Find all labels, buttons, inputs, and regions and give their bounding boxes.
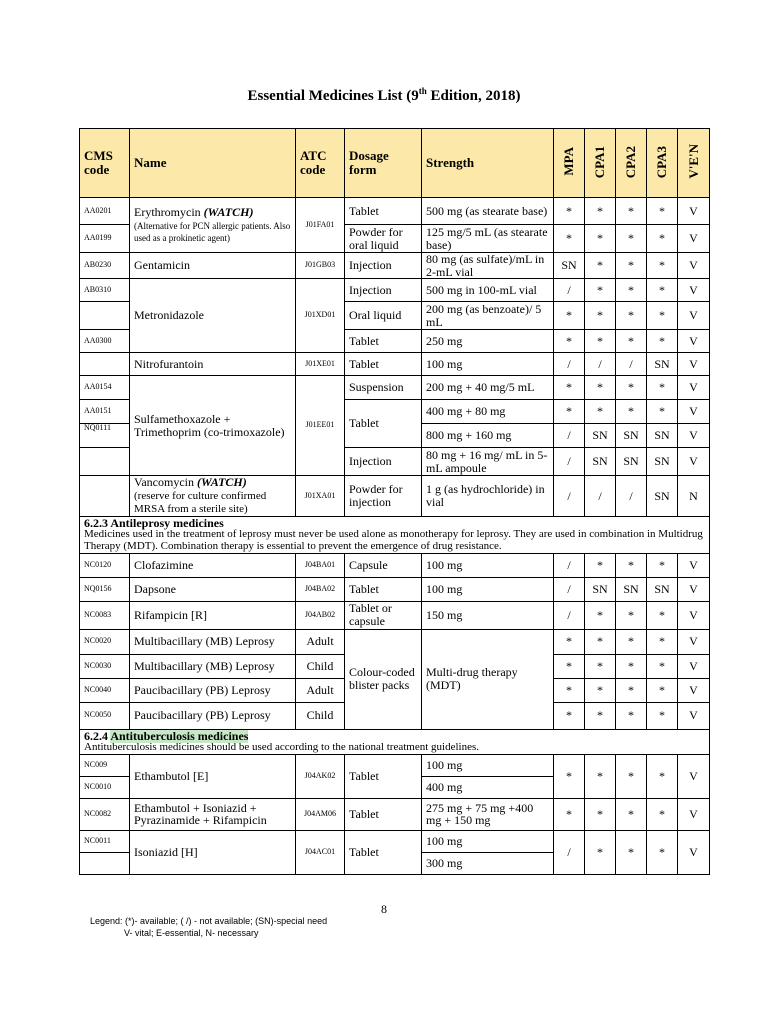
table-row: NC0020 Multibacillary (MB) Leprosy Adult Colour-coded blister packs Multi-drug therapy (MDT) * * * * V [80, 629, 710, 654]
drug-name: Erythromycin (WATCH) (Alternative for PCN allergic patients. Also used as a prokinetic agent) [130, 198, 296, 253]
section-title: 6.2.4 Antituberculosis medicines [84, 729, 249, 743]
table-row: NC0010 400 mg [80, 776, 710, 798]
legend-line-1: Legend: (*)- available; ( /) - not available; (SN)-special need [90, 916, 328, 926]
table-row: Injection 80 mg + 16 mg/ mL in 5-mL ampoule / SN SN SN V [80, 448, 710, 476]
table-row: Oral liquid 200 mg (as benzoate)/ 5 mL * * * * V [80, 302, 710, 330]
table-row: NQ0156 Dapsone J04BA02 Tablet 100 mg / SN SN SN V [80, 577, 710, 601]
legend-line-2: V- vital; E-essential, N- necessary [124, 928, 259, 938]
drug-name: Dapsone [130, 577, 296, 601]
drug-name: Nitrofurantoin [130, 353, 296, 376]
page-number: 8 [381, 902, 387, 916]
header-mpa: MPA [561, 147, 577, 176]
legend [90, 915, 327, 939]
table-row: AA0199 Powder for oral liquid 125 mg/5 mL (as stearate base) * * * * V [80, 225, 710, 253]
header-strength: Strength [422, 129, 554, 198]
medicines-table [79, 128, 710, 875]
table-header [80, 129, 710, 198]
drug-name: Sulfamethoxazole + Trimethoprim (co-trimoxazole) [130, 376, 296, 476]
drug-name: Ethambutol [E] [130, 754, 296, 798]
section-antituberculosis [80, 729, 710, 754]
drug-name: Paucibacillary (PB) Leprosy [130, 678, 296, 702]
table-row: Vancomycin (WATCH) (reserve for culture confirmed MRSA from a sterile site) J01XA01 Powder for injection 1 g (as hydrochloride) in vial / / / SN N [80, 476, 710, 517]
header-atc: ATC code [296, 129, 345, 198]
page-title: Essential Medicines List (9th Edition, 2018) [247, 86, 521, 104]
table-row: AB0310 Metronidazole J01XD01 Injection 500 mg in 100-mL vial / * * * V [80, 279, 710, 302]
table-row: AA0154 Sulfamethoxazole + Trimethoprim (co-trimoxazole) J01EE01 Suspension 200 mg + 40 mg/5 mL * * * * V [80, 376, 710, 400]
table-row: NC0050 Paucibacillary (PB) Leprosy Child * * * * V [80, 702, 710, 729]
table-row: AB0230 Gentamicin J01GB03 Injection 80 mg (as sulfate)/mL in 2-mL vial SN * * * V [80, 253, 710, 279]
drug-name: Vancomycin (WATCH) (reserve for culture confirmed MRSA from a sterile site) [130, 476, 296, 517]
section-description: Medicines used in the treatment of leprosy must never be used alone as monotherapy for leprosy. They are used in combination in Multidrug Therapy (MDT). Combination therapy is essential to prevent the emergence of drug resistance. [84, 528, 703, 553]
header-cms: CMS code [80, 129, 130, 198]
table-row: NC0083 Rifampicin [R] J04AB02 Tablet or capsule 150 mg / * * * V [80, 601, 710, 629]
drug-name: Rifampicin [R] [130, 601, 296, 629]
header-name: Name [130, 129, 296, 198]
table-row: 300 mg [80, 852, 710, 874]
table-row: Nitrofurantoin J01XE01 Tablet 100 mg / / / SN V [80, 353, 710, 376]
drug-name: Isoniazid [H] [130, 830, 296, 874]
table-row: NQ0111 800 mg + 160 mg / SN SN SN V [80, 424, 710, 448]
drug-name: Paucibacillary (PB) Leprosy [130, 702, 296, 729]
section-title: 6.2.3 Antileprosy medicines [84, 516, 224, 530]
table-row: NC0011 Isoniazid [H] J04AC01 Tablet 100 mg / * * * V [80, 830, 710, 852]
table-row: AA0201 Erythromycin (WATCH) (Alternative for PCN allergic patients. Also used as a prokinetic agent) J01FA01 Tablet 500 mg (as stearate base) * * * * V [80, 198, 710, 225]
section-antileprosy [80, 516, 710, 553]
table-row: NC0040 Paucibacillary (PB) Leprosy Adult * * * * V [80, 678, 710, 702]
table-row: NC009 Ethambutol [E] J04AK02 Tablet 100 mg * * * * V [80, 754, 710, 776]
header-ven: V'E'N [685, 144, 701, 180]
drug-name: Metronidazole [130, 279, 296, 353]
table-row: AA0300 Tablet 250 mg * * * * V [80, 330, 710, 353]
drug-name: Clofazimine [130, 553, 296, 577]
drug-name: Multibacillary (MB) Leprosy [130, 629, 296, 654]
header-dosage: Dosage form [345, 129, 422, 198]
section-description: Antituberculosis medicines should be used according to the national treatment guidelines. [84, 741, 479, 754]
table-row: NC0082 Ethambutol + Isoniazid + Pyrazinamide + Rifampicin J04AM06 Tablet 275 mg + 75 mg +400 mg + 150 mg * * * * V [80, 798, 710, 830]
header-cpa2: CPA2 [623, 145, 639, 178]
table-row: NC0120 Clofazimine J04BA01 Capsule 100 mg / * * * V [80, 553, 710, 577]
header-cpa3: CPA3 [654, 145, 670, 178]
drug-name: Multibacillary (MB) Leprosy [130, 654, 296, 678]
table-row: NC0030 Multibacillary (MB) Leprosy Child * * * * V [80, 654, 710, 678]
drug-name: Gentamicin [130, 253, 296, 279]
drug-name: Ethambutol + Isoniazid + Pyrazinamide + Rifampicin [130, 798, 296, 830]
header-cpa1: CPA1 [592, 145, 608, 178]
table-row: AA0151 Tablet 400 mg + 80 mg * * * * V [80, 400, 710, 424]
